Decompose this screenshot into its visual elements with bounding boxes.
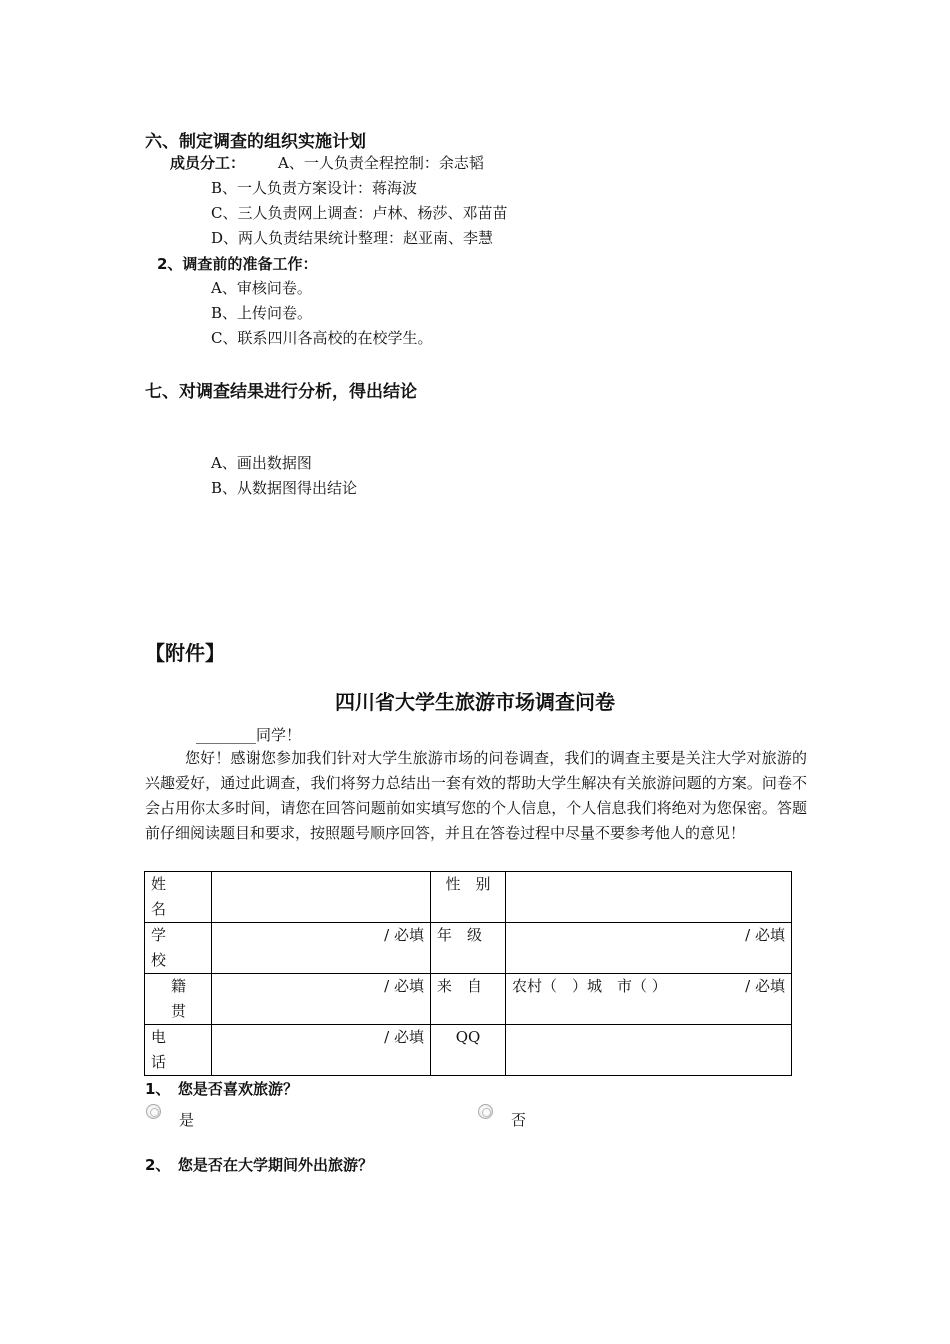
section7-item: B、从数据图得出结论 <box>211 479 358 497</box>
phone-label: 电话 <box>145 1025 212 1076</box>
origin-label: 来 自 <box>431 974 506 1025</box>
hometown-field[interactable] <box>212 974 431 1025</box>
required-note: / 必填 <box>384 977 424 995</box>
school-label: 学校 <box>145 923 212 974</box>
required-note: / 必填 <box>745 926 785 944</box>
roles-label: 成员分工： <box>170 154 246 172</box>
radio-no-icon[interactable] <box>478 1104 493 1119</box>
question-2-title: 2、 您是否在大学期间外出旅游？ <box>145 1156 373 1174</box>
role-item: A、一人负责全程控制：余志韬 <box>278 154 484 172</box>
personal-info-table <box>144 871 792 1076</box>
qq-field[interactable] <box>506 1025 792 1076</box>
attachment-label: 【附件】 <box>145 641 225 665</box>
origin-options[interactable]: 农村（ ）城 市（ ） <box>512 977 667 995</box>
grade-label: 年 级 <box>431 923 506 974</box>
school-field[interactable] <box>212 923 431 974</box>
questionnaire-title: 四川省大学生旅游市场调查问卷 <box>335 690 615 714</box>
option-yes-label: 是 <box>179 1111 195 1129</box>
intro-paragraph: 您好！感谢您参加我们针对大学生旅游市场的问卷调查，我们的调查主要是关注大学对旅游的兴趣爱好，通过此调查，我们将努力总结出一套有效的帮助大学生解决有关旅游问题的方案。问卷不会占用你太多时间，请您在回答问题前如实填写您的个人信息，个人信息我们将绝对为您保密。答题前仔细阅读题目和要求，按照题号顺序回答，并且在答卷过程中尽量不要参考他人的意见！ <box>145 749 807 842</box>
table-row <box>145 872 792 923</box>
required-note: / 必填 <box>384 1028 424 1046</box>
gender-label: 性 别 <box>431 872 506 923</box>
prep-item: B、上传问卷。 <box>211 304 313 322</box>
prep-item: A、审核问卷。 <box>211 279 312 297</box>
qq-label: QQ <box>431 1025 506 1076</box>
prep-item: C、联系四川各高校的在校学生。 <box>211 329 433 347</box>
section7-item: A、画出数据图 <box>211 454 312 472</box>
option-no-label: 否 <box>511 1111 527 1129</box>
table-row <box>145 974 792 1025</box>
origin-field[interactable] <box>506 974 792 1025</box>
role-item: B、一人负责方案设计：蒋海波 <box>211 179 418 197</box>
required-note: / 必填 <box>384 926 424 944</box>
hometown-label: 籍贯 <box>145 974 212 1025</box>
role-item: D、两人负责结果统计整理：赵亚南、李慧 <box>211 229 494 247</box>
name-field[interactable] <box>212 872 431 923</box>
name-label: 姓名 <box>145 872 212 923</box>
question-1-title: 1、 您是否喜欢旅游？ <box>145 1080 298 1098</box>
prep-label: 2、调查前的准备工作： <box>157 255 318 273</box>
gender-field[interactable] <box>506 872 792 923</box>
role-item: C、三人负责网上调查：卢林、杨莎、邓苗苗 <box>211 204 508 222</box>
phone-field[interactable] <box>212 1025 431 1076</box>
grade-field[interactable] <box>506 923 792 974</box>
radio-yes-icon[interactable] <box>146 1104 161 1119</box>
greeting: ________同学！ <box>196 726 302 744</box>
table-row <box>145 923 792 974</box>
required-note: / 必填 <box>745 977 785 995</box>
table-row <box>145 1025 792 1076</box>
section7-heading: 七、对调查结果进行分析，得出结论 <box>145 382 417 402</box>
section6-heading: 六、制定调查的组织实施计划 <box>145 132 366 152</box>
